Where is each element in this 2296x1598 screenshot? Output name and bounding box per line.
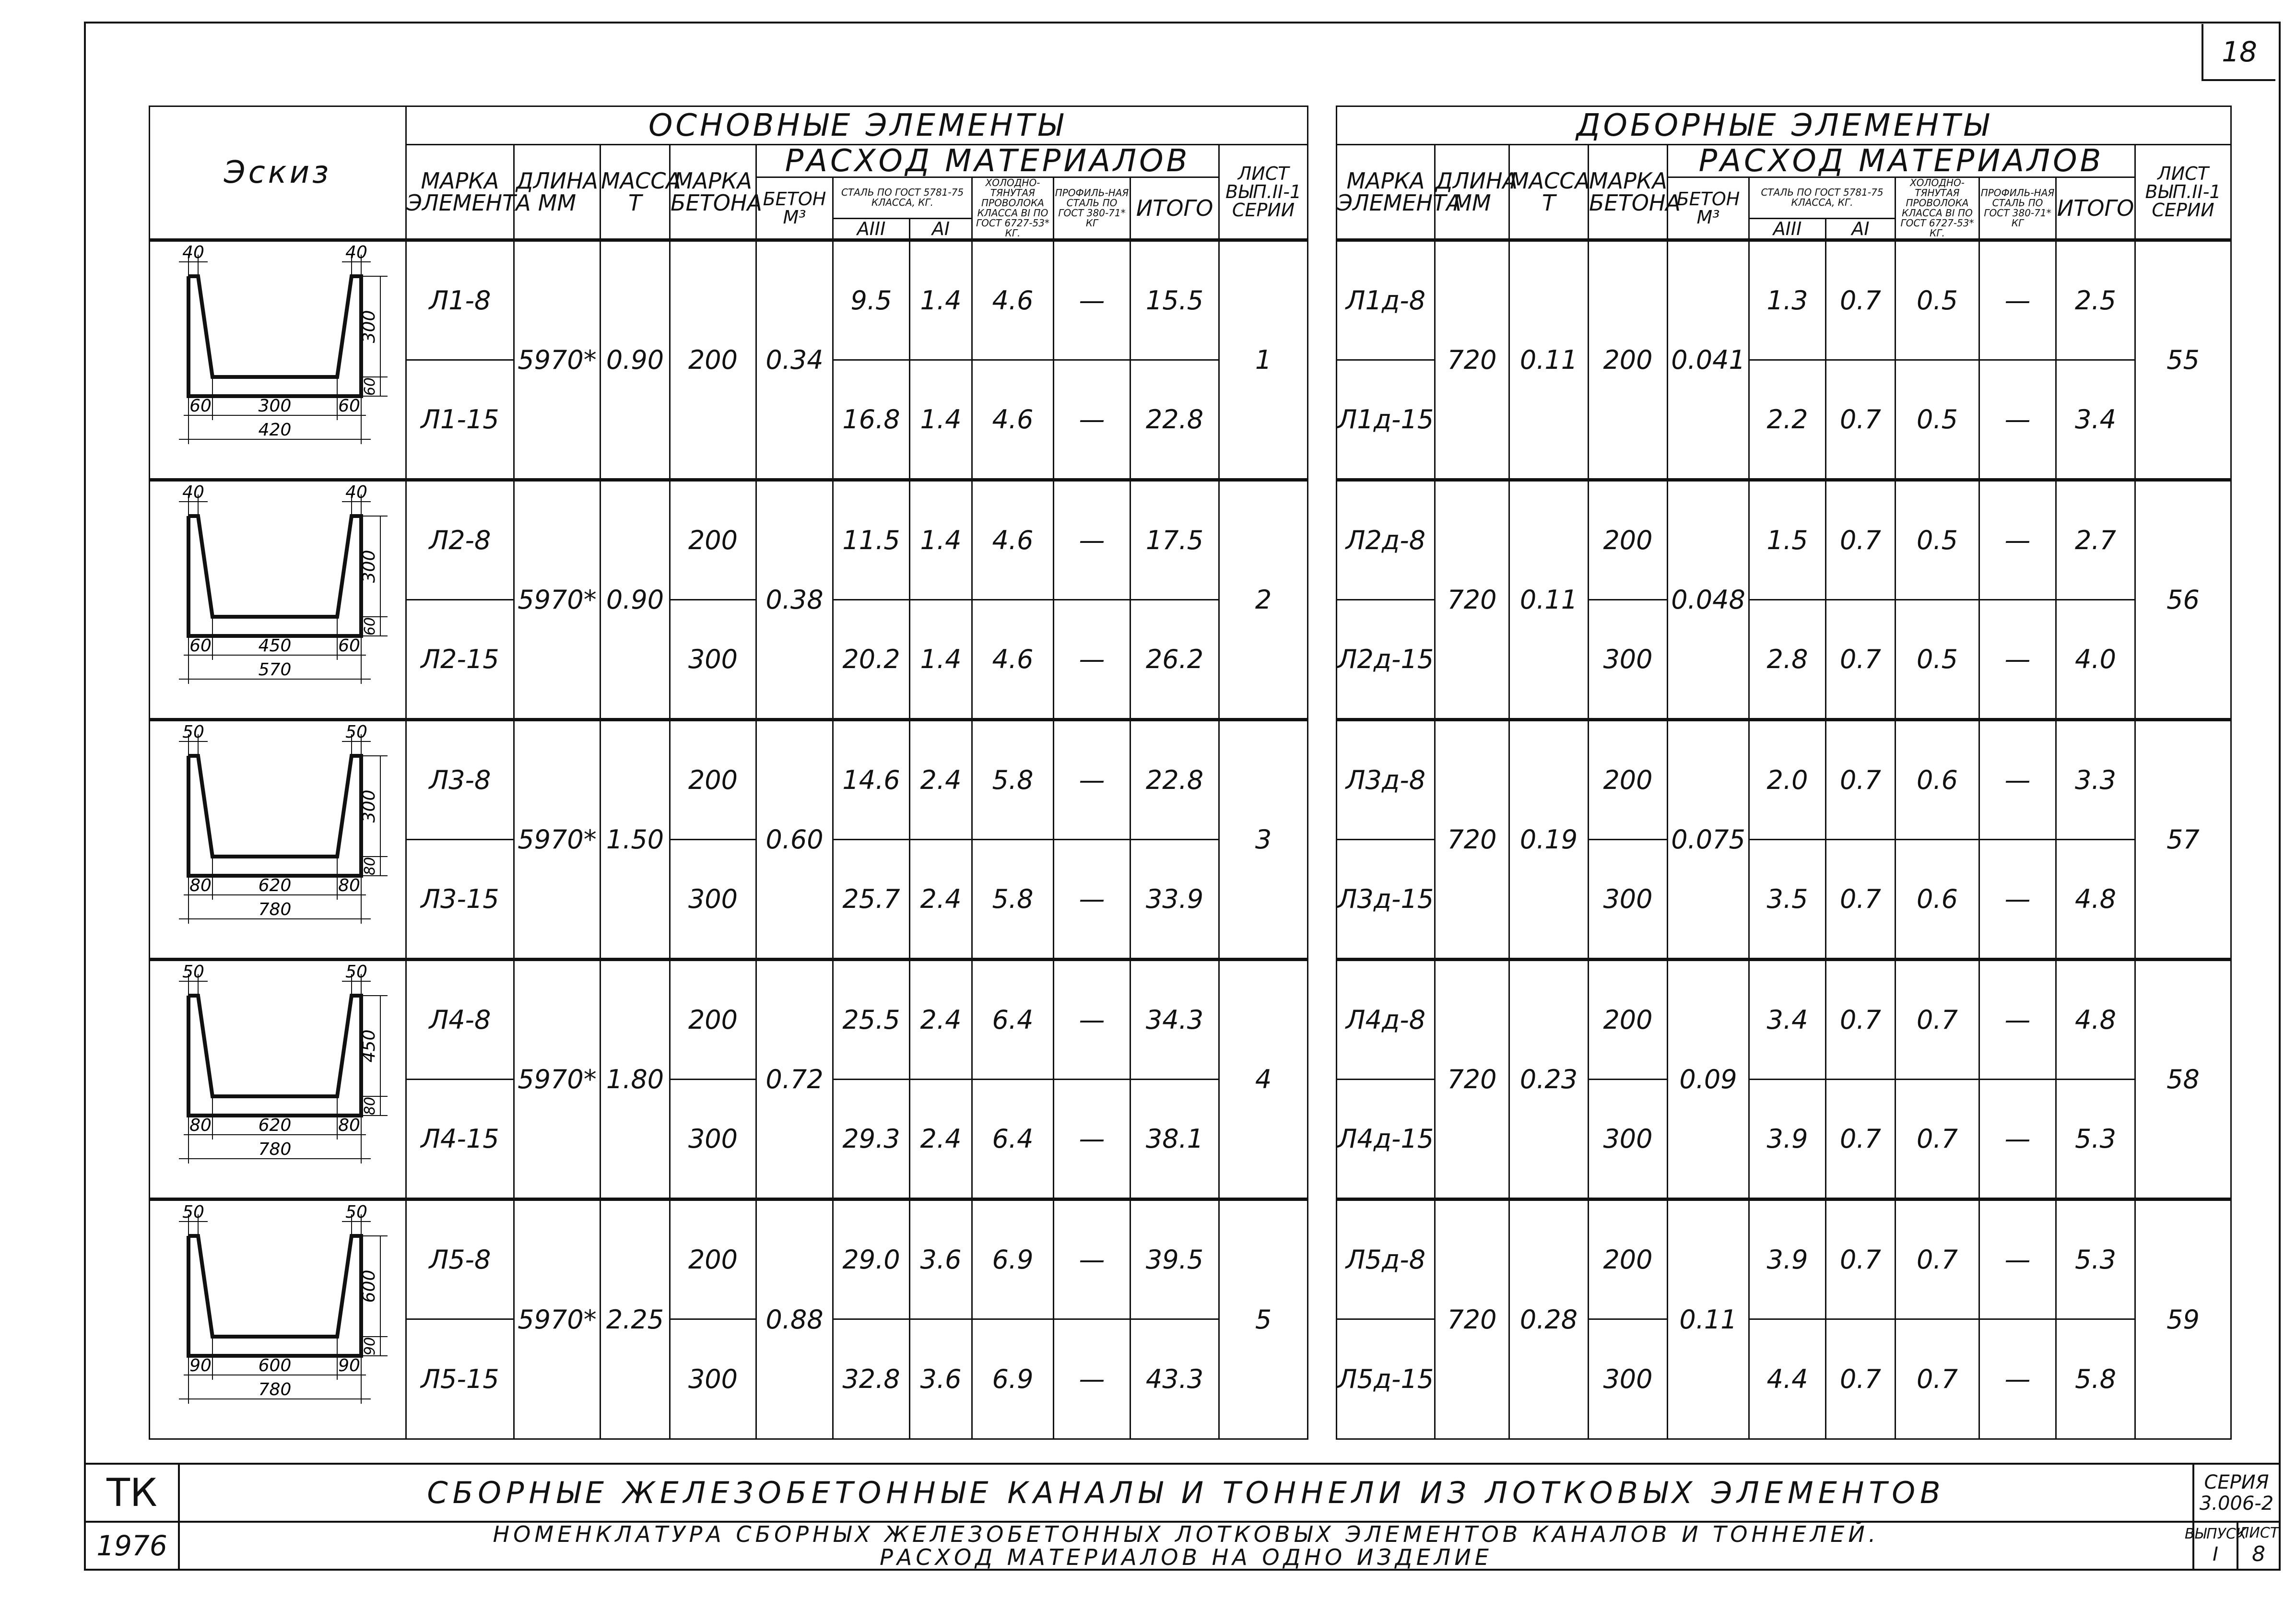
cell-length: 720: [1435, 720, 1509, 960]
header-mass: МАССА Т: [600, 145, 670, 240]
title-sheet: [2237, 1521, 2281, 1571]
cell-steel-a3: 29.3: [833, 1080, 910, 1199]
cell-total: 5.8: [2056, 1319, 2135, 1439]
sketch-dim-mid: 620: [258, 875, 292, 895]
cell-length: 720: [1435, 480, 1509, 720]
cell-steel-a3: 3.9: [1749, 1080, 1826, 1199]
cell-concrete: 0.60: [756, 720, 833, 960]
cell-wire: 5.8: [972, 840, 1054, 960]
cell-grade: 200: [670, 480, 756, 600]
cell-concrete: 0.72: [756, 960, 833, 1199]
sketch-dim-right: 80: [338, 875, 360, 895]
header-a3: АIII: [833, 218, 910, 240]
cell-wire: 4.6: [972, 480, 1054, 600]
cell-steel-a3: 1.3: [1749, 240, 1826, 360]
cell-total: 5.3: [2056, 1199, 2135, 1319]
cell-total: 43.3: [1130, 1319, 1219, 1439]
sketch-dim-bottom: 60: [362, 377, 378, 396]
cell-concrete: 0.88: [756, 1199, 833, 1439]
cell-steel-a1: 1.4: [910, 240, 972, 360]
cell-sheet: 5: [1219, 1199, 1308, 1439]
cell-total: 5.3: [2056, 1080, 2135, 1199]
cell-length: 5970*: [514, 960, 600, 1199]
sketch-dim-top_l: 40: [182, 242, 204, 262]
cell-sheet: 4: [1219, 960, 1308, 1199]
cell-steel-a1: 0.7: [1826, 840, 1896, 960]
cell-mark: Л2-15: [406, 600, 514, 720]
cell-wire: 4.6: [972, 360, 1054, 480]
cell-steel-a3: 20.2: [833, 600, 910, 720]
cell-mass: 0.11: [1509, 480, 1589, 720]
cell-profile: —: [1054, 1080, 1130, 1199]
sketch-dim-left: 60: [189, 396, 212, 416]
cell-length: 720: [1435, 240, 1509, 480]
cell-steel-a1: 2.4: [910, 1080, 972, 1199]
sketch-dim-total: 780: [258, 1139, 292, 1159]
cell-steel-a3: 11.5: [833, 480, 910, 600]
header-steel: СТАЛЬ ПО ГОСТ 5781-75 КЛАССА, КГ.: [833, 177, 972, 219]
cell-mass: 0.28: [1509, 1199, 1589, 1439]
cell-mark: Л1-15: [406, 360, 514, 480]
cell-mark: Л5д-8: [1337, 1199, 1435, 1319]
trough-sketch: [150, 722, 400, 957]
sketch-cell: [150, 240, 406, 480]
extra-header-mass: МАССА Т: [1509, 145, 1589, 240]
sketch-dim-right: 60: [338, 396, 360, 416]
cell-steel-a3: 3.9: [1749, 1199, 1826, 1319]
trough-sketch: [150, 243, 400, 478]
cell-mark: Л4д-8: [1337, 960, 1435, 1080]
extra-header-concrete: БЕТОН М³: [1668, 177, 1749, 240]
extra-header-wire: ХОЛОДНО-ТЯНУТАЯ ПРОВОЛОКА КЛАССА ВI ПО ГОСТ 6727-53* КГ.: [1896, 177, 1979, 240]
trough-outline: [188, 516, 361, 636]
cell-profile: —: [1054, 360, 1130, 480]
additional-elements-table: [1336, 106, 2232, 1440]
cell-mark: Л5-8: [406, 1199, 514, 1319]
main-table-title: ОСНОВНЫЕ ЭЛЕМЕНТЫ: [406, 106, 1308, 145]
sketch-cell: [150, 720, 406, 960]
sketch-dim-top_r: 40: [345, 242, 367, 262]
cell-total: 15.5: [1130, 240, 1219, 360]
extra-header-mark: МАРКА ЭЛЕМЕНТА: [1337, 145, 1435, 240]
cell-mark: Л2д-15: [1337, 600, 1435, 720]
cell-profile: —: [1979, 960, 2056, 1080]
cell-wire: 0.7: [1896, 1080, 1979, 1199]
cell-wire: 0.6: [1896, 720, 1979, 840]
cell-total: 2.7: [2056, 480, 2135, 600]
cell-sheet: 58: [2135, 960, 2231, 1199]
cell-mark: Л3д-15: [1337, 840, 1435, 960]
cell-mass: 0.19: [1509, 720, 1589, 960]
cell-steel-a3: 25.7: [833, 840, 910, 960]
extra-header-sheet: ЛИСТ ВЫП.II-1 СЕРИИ: [2135, 145, 2231, 240]
cell-wire: 0.7: [1896, 1199, 1979, 1319]
sketch-cell: [150, 960, 406, 1199]
cell-steel-a1: 2.4: [910, 960, 972, 1080]
sketch-dim-left: 60: [189, 635, 212, 656]
title-subtitle-line-1: НОМЕНКЛАТУРА СБОРНЫХ ЖЕЛЕЗОБЕТОННЫХ ЛОТКОВЫХ ЭЛЕМЕНТОВ КАНАЛОВ И ТОННЕЛЕЙ.: [493, 1521, 1880, 1547]
cell-grade: 200: [670, 720, 756, 840]
cell-wire: 0.5: [1896, 480, 1979, 600]
cell-steel-a3: 2.2: [1749, 360, 1826, 480]
table-row: [1337, 1199, 2231, 1319]
cell-mass: 0.11: [1509, 240, 1589, 480]
cell-concrete: 0.048: [1668, 480, 1749, 720]
extra-header-a3: АIII: [1749, 218, 1826, 240]
cell-length: 5970*: [514, 1199, 600, 1439]
cell-mark: Л3-8: [406, 720, 514, 840]
cell-steel-a3: 16.8: [833, 360, 910, 480]
cell-steel-a1: 0.7: [1826, 480, 1896, 600]
sketch-dim-top_r: 50: [345, 722, 367, 742]
cell-grade: 200: [670, 1199, 756, 1319]
cell-grade: 300: [1589, 1319, 1668, 1439]
table-row: [150, 480, 1308, 600]
trough-sketch: [150, 482, 400, 717]
trough-outline: [188, 996, 361, 1116]
sketch-dim-mid: 450: [258, 635, 292, 656]
trough-sketch: [150, 962, 400, 1197]
header-concrete-grade: МАРКА БЕТОНА: [670, 145, 756, 240]
title-block: [84, 1463, 2281, 1571]
cell-grade: 300: [670, 840, 756, 960]
header-concrete: БЕТОН М³: [756, 177, 833, 240]
cell-steel-a1: 0.7: [1826, 1080, 1896, 1199]
cell-grade: 300: [1589, 840, 1668, 960]
sketch-cell: [150, 1199, 406, 1439]
main-elements-table: [149, 106, 1308, 1440]
sketch-dim-total: 570: [258, 659, 292, 680]
cell-length: 5970*: [514, 480, 600, 720]
sketch-dim-total: 780: [258, 1379, 292, 1399]
cell-length: 720: [1435, 1199, 1509, 1439]
header-a1: АI: [910, 218, 972, 240]
sheet-label: ЛИСТ: [2238, 1524, 2279, 1541]
sketch-dim-right: 60: [338, 635, 360, 656]
cell-total: 4.0: [2056, 600, 2135, 720]
cell-steel-a1: 1.4: [910, 360, 972, 480]
table-row: [150, 720, 1308, 840]
sketch-dim-left: 90: [189, 1355, 212, 1375]
cell-steel-a1: 0.7: [1826, 600, 1896, 720]
cell-mass: 0.90: [600, 240, 670, 480]
sketch-dim-mid: 300: [258, 396, 292, 416]
cell-sheet: 57: [2135, 720, 2231, 960]
cell-mark: Л1д-15: [1337, 360, 1435, 480]
cell-profile: —: [1054, 480, 1130, 600]
header-total: ИТОГО: [1130, 177, 1219, 240]
sketch-dim-mid: 600: [258, 1355, 292, 1375]
cell-wire: 0.7: [1896, 960, 1979, 1080]
issue-value: I: [2213, 1543, 2218, 1565]
cell-grade: 300: [1589, 600, 1668, 720]
extra-header-concrete-grade: МАРКА БЕТОНА: [1589, 145, 1668, 240]
cell-steel-a1: 2.4: [910, 840, 972, 960]
cell-mass: 1.80: [600, 960, 670, 1199]
cell-profile: —: [1054, 960, 1130, 1080]
cell-profile: —: [1979, 240, 2056, 360]
cell-total: 3.3: [2056, 720, 2135, 840]
cell-grade: 300: [1589, 1080, 1668, 1199]
cell-steel-a1: 0.7: [1826, 720, 1896, 840]
sketch-dim-height: 300: [359, 789, 379, 822]
cell-mark: Л4д-15: [1337, 1080, 1435, 1199]
cell-mark: Л2-8: [406, 480, 514, 600]
sketch-cell: [150, 480, 406, 720]
cell-concrete: 0.041: [1668, 240, 1749, 480]
cell-total: 38.1: [1130, 1080, 1219, 1199]
cell-total: 22.8: [1130, 720, 1219, 840]
cell-total: 26.2: [1130, 600, 1219, 720]
cell-grade: 300: [670, 1080, 756, 1199]
sketch-dim-bottom: 90: [362, 1337, 378, 1355]
cell-total: 17.5: [1130, 480, 1219, 600]
sketch-dim-height: 300: [359, 310, 379, 343]
cell-mass: 0.23: [1509, 960, 1589, 1199]
cell-mark: Л4-8: [406, 960, 514, 1080]
cell-total: 4.8: [2056, 960, 2135, 1080]
cell-steel-a1: 1.4: [910, 480, 972, 600]
cell-mass: 2.25: [600, 1199, 670, 1439]
cell-wire: 0.5: [1896, 600, 1979, 720]
title-series: [2192, 1463, 2281, 1523]
cell-profile: —: [1979, 480, 2056, 600]
cell-profile: —: [1979, 720, 2056, 840]
cell-mark: Л4-15: [406, 1080, 514, 1199]
cell-grade: 200: [1589, 720, 1668, 840]
extra-header-length: ДЛИНА ММ: [1435, 145, 1509, 240]
cell-wire: 0.7: [1896, 1319, 1979, 1439]
cell-wire: 4.6: [972, 240, 1054, 360]
cell-grade: 200: [1589, 480, 1668, 600]
sketch-dim-total: 780: [258, 899, 292, 919]
cell-steel-a3: 2.8: [1749, 600, 1826, 720]
cell-steel-a3: 1.5: [1749, 480, 1826, 600]
header-sheet: ЛИСТ ВЫП.II-1 СЕРИИ: [1219, 145, 1308, 240]
title-main: СБОРНЫЕ ЖЕЛЕЗОБЕТОННЫЕ КАНАЛЫ И ТОННЕЛИ ИЗ ЛОТКОВЫХ ЭЛЕМЕНТОВ: [178, 1463, 2194, 1523]
sketch-dim-height: 300: [359, 550, 379, 583]
cell-concrete: 0.075: [1668, 720, 1749, 960]
cell-sheet: 1: [1219, 240, 1308, 480]
cell-sheet: 55: [2135, 240, 2231, 480]
header-materials: РАСХОД МАТЕРИАЛОВ: [756, 145, 1219, 177]
cell-steel-a3: 2.0: [1749, 720, 1826, 840]
cell-wire: 0.5: [1896, 360, 1979, 480]
cell-grade: 200: [670, 240, 756, 480]
cell-profile: —: [1979, 840, 2056, 960]
header-profile: ПРОФИЛЬ-НАЯ СТАЛЬ ПО ГОСТ 380-71* КГ: [1054, 177, 1130, 240]
cell-steel-a1: 0.7: [1826, 960, 1896, 1080]
cell-steel-a1: 0.7: [1826, 1319, 1896, 1439]
page-number: 18: [2202, 24, 2275, 81]
extra-header-profile: ПРОФИЛЬ-НАЯ СТАЛЬ ПО ГОСТ 380-71* КГ: [1979, 177, 2056, 240]
cell-steel-a1: 0.7: [1826, 240, 1896, 360]
cell-profile: —: [1979, 360, 2056, 480]
cell-profile: —: [1979, 1319, 2056, 1439]
cell-grade: 300: [670, 1319, 756, 1439]
cell-concrete: 0.09: [1668, 960, 1749, 1199]
trough-outline: [188, 276, 361, 396]
sketch-dim-right: 80: [338, 1115, 360, 1135]
extra-table-title: ДОБОРНЫЕ ЭЛЕМЕНТЫ: [1337, 106, 2231, 145]
cell-profile: —: [1979, 1199, 2056, 1319]
cell-concrete: 0.38: [756, 480, 833, 720]
cell-mark: Л2д-8: [1337, 480, 1435, 600]
cell-steel-a3: 3.5: [1749, 840, 1826, 960]
cell-profile: —: [1054, 1199, 1130, 1319]
cell-profile: —: [1054, 240, 1130, 360]
cell-wire: 6.4: [972, 1080, 1054, 1199]
cell-mark: Л3д-8: [1337, 720, 1435, 840]
series-value: 3.006-2: [2199, 1492, 2274, 1515]
title-subtitle: [178, 1521, 2194, 1571]
sketch-dim-total: 420: [258, 420, 292, 440]
cell-wire: 5.8: [972, 720, 1054, 840]
cell-total: 34.3: [1130, 960, 1219, 1080]
title-issue: [2184, 1521, 2247, 1571]
sketch-dim-bottom: 80: [362, 1096, 378, 1115]
sketch-dim-bottom: 60: [362, 617, 378, 635]
sketch-dim-height: 600: [359, 1269, 379, 1303]
table-row: [1337, 240, 2231, 360]
table-row: [1337, 480, 2231, 600]
title-code: ТК: [84, 1463, 180, 1523]
extra-header-total: ИТОГО: [2056, 177, 2135, 240]
cell-mark: Л5-15: [406, 1319, 514, 1439]
sketch-dim-top_r: 50: [345, 1202, 367, 1222]
header-wire: ХОЛОДНО-ТЯНУТАЯ ПРОВОЛОКА КЛАССА ВI ПО ГОСТ 6727-53* КГ.: [972, 177, 1054, 240]
cell-mass: 0.90: [600, 480, 670, 720]
cell-mark: Л5д-15: [1337, 1319, 1435, 1439]
cell-grade: 200: [1589, 960, 1668, 1080]
cell-profile: —: [1054, 1319, 1130, 1439]
extra-header-materials: РАСХОД МАТЕРИАЛОВ: [1668, 145, 2135, 177]
cell-steel-a3: 4.4: [1749, 1319, 1826, 1439]
cell-length: 5970*: [514, 240, 600, 480]
cell-grade: 300: [670, 600, 756, 720]
sheet-value: 8: [2252, 1541, 2265, 1566]
cell-wire: 6.9: [972, 1319, 1054, 1439]
sketch-dim-top_l: 40: [182, 482, 204, 502]
cell-total: 22.8: [1130, 360, 1219, 480]
cell-profile: —: [1979, 1080, 2056, 1199]
sketch-dim-left: 80: [189, 875, 212, 895]
cell-total: 2.5: [2056, 240, 2135, 360]
cell-wire: 4.6: [972, 600, 1054, 720]
sketch-dim-mid: 620: [258, 1115, 292, 1135]
sketch-dim-top_r: 40: [345, 482, 367, 502]
cell-steel-a1: 1.4: [910, 600, 972, 720]
title-subtitle-line-2: РАСХОД МАТЕРИАЛОВ НА ОДНО ИЗДЕЛИЕ: [880, 1544, 1493, 1570]
cell-sheet: 3: [1219, 720, 1308, 960]
extra-header-a1: АI: [1826, 218, 1896, 240]
sketch-dim-right: 90: [338, 1355, 360, 1375]
cell-mark: Л1-8: [406, 240, 514, 360]
sketch-dim-height: 450: [359, 1029, 379, 1062]
table-row: [150, 960, 1308, 1080]
cell-mark: Л1д-8: [1337, 240, 1435, 360]
cell-concrete: 0.11: [1668, 1199, 1749, 1439]
cell-total: 39.5: [1130, 1199, 1219, 1319]
table-row: [150, 240, 1308, 360]
cell-profile: —: [1054, 840, 1130, 960]
cell-grade: 200: [670, 960, 756, 1080]
cell-wire: 0.6: [1896, 840, 1979, 960]
trough-outline: [188, 756, 361, 876]
trough-outline: [188, 1236, 361, 1356]
cell-grade: 200: [1589, 1199, 1668, 1319]
issue-label: ВЫПУСК: [2184, 1526, 2247, 1542]
cell-wire: 6.9: [972, 1199, 1054, 1319]
cell-sheet: 59: [2135, 1199, 2231, 1439]
cell-steel-a3: 14.6: [833, 720, 910, 840]
cell-steel-a3: 29.0: [833, 1199, 910, 1319]
sketch-dim-bottom: 80: [362, 857, 378, 875]
table-row: [1337, 960, 2231, 1080]
cell-grade: 200: [1589, 240, 1668, 480]
extra-header-steel: СТАЛЬ ПО ГОСТ 5781-75 КЛАССА, КГ.: [1749, 177, 1896, 219]
cell-total: 4.8: [2056, 840, 2135, 960]
cell-profile: —: [1979, 600, 2056, 720]
title-year: 1976: [84, 1521, 180, 1571]
cell-wire: 6.4: [972, 960, 1054, 1080]
cell-mass: 1.50: [600, 720, 670, 960]
cell-steel-a3: 3.4: [1749, 960, 1826, 1080]
table-row: [150, 1199, 1308, 1319]
cell-steel-a1: 2.4: [910, 720, 972, 840]
sketch-dim-top_l: 50: [182, 722, 204, 742]
trough-sketch: [150, 1202, 400, 1437]
cell-total: 33.9: [1130, 840, 1219, 960]
cell-steel-a1: 0.7: [1826, 360, 1896, 480]
cell-steel-a3: 32.8: [833, 1319, 910, 1439]
cell-profile: —: [1054, 720, 1130, 840]
cell-steel-a3: 25.5: [833, 960, 910, 1080]
cell-wire: 0.5: [1896, 240, 1979, 360]
header-mark: МАРКА ЭЛЕМЕНТА: [406, 145, 514, 240]
cell-sheet: 2: [1219, 480, 1308, 720]
sketch-dim-top_r: 50: [345, 962, 367, 982]
cell-concrete: 0.34: [756, 240, 833, 480]
cell-profile: —: [1054, 600, 1130, 720]
cell-sheet: 56: [2135, 480, 2231, 720]
sketch-dim-top_l: 50: [182, 1202, 204, 1222]
series-label: СЕРИЯ: [2204, 1471, 2269, 1493]
table-row: [1337, 720, 2231, 840]
cell-length: 720: [1435, 960, 1509, 1199]
header-length: ДЛИНА ММ: [514, 145, 600, 240]
cell-steel-a1: 3.6: [910, 1199, 972, 1319]
cell-steel-a1: 3.6: [910, 1319, 972, 1439]
cell-steel-a3: 9.5: [833, 240, 910, 360]
header-sketch: Эскиз: [150, 106, 406, 240]
sketch-dim-left: 80: [189, 1115, 212, 1135]
sketch-dim-top_l: 50: [182, 962, 204, 982]
cell-length: 5970*: [514, 720, 600, 960]
cell-mark: Л3-15: [406, 840, 514, 960]
cell-steel-a1: 0.7: [1826, 1199, 1896, 1319]
cell-total: 3.4: [2056, 360, 2135, 480]
